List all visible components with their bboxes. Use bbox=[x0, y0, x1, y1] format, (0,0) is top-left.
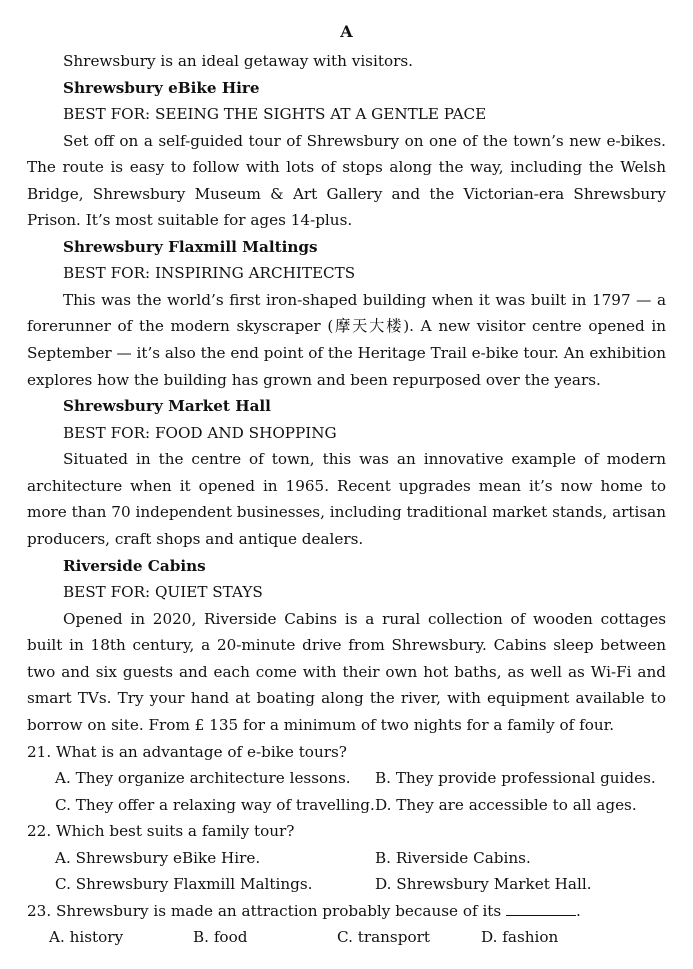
section-heading: Shrewsbury Flaxmill Maltings bbox=[63, 237, 318, 256]
section-heading: Shrewsbury Market Hall bbox=[63, 397, 271, 416]
section-body: Opened in 2020, Riverside Cabins is a rural collection of wooden cottages built in 18th century, a 20-minute drive from Shrewsbury. Cabins sleep between two and six guests and each come with their own hot baths, as well as Wi-Fi and smart TVs. Try your hand at boating along the river, with equipment available to borrow on site. From £ 135 for a minimum of two nights for a family of four. bbox=[27, 609, 666, 734]
option-a: A. They organize architecture lessons. bbox=[55, 769, 351, 788]
option-b: B. They provide professional guides. bbox=[375, 769, 656, 788]
section-heading: Shrewsbury eBike Hire bbox=[63, 78, 260, 97]
section-heading: Riverside Cabins bbox=[63, 556, 206, 575]
option-row bbox=[27, 871, 666, 898]
option-d: D. They are accessible to all ages. bbox=[375, 795, 637, 814]
option-c: C. Shrewsbury Flaxmill Maltings. bbox=[55, 875, 313, 894]
answer-blank bbox=[506, 901, 576, 916]
section-best-for: BEST FOR: INSPIRING ARCHITECTS bbox=[63, 264, 356, 283]
option-d: D. fashion bbox=[481, 928, 559, 947]
question-stem: 22. Which best suits a family tour? bbox=[27, 822, 295, 841]
question-stem-end: . bbox=[576, 901, 581, 920]
section-best-for: BEST FOR: QUIET STAYS bbox=[63, 583, 263, 602]
section-body: Situated in the centre of town, this was an innovative example of modern architecture when it opened in 1965. Recent upgrades mean it’s now home to more than 70 independent businesses, including traditional market stands, artisan producers, craft shops and antique dealers. bbox=[27, 450, 666, 549]
section-body: This was the world’s first iron-shaped building when it was built in 1797 — a forerunner of the modern skyscraper (摩天大楼). A new visitor centre opened in September — it’s also the end point of the Heritage Trail e-bike tour. An exhibition explores how the building has grown and been repurposed over the years. bbox=[27, 290, 666, 389]
option-b: B. Riverside Cabins. bbox=[375, 848, 531, 867]
option-d: D. Shrewsbury Market Hall. bbox=[375, 875, 592, 894]
option-a: A. Shrewsbury eBike Hire. bbox=[55, 848, 261, 867]
option-row bbox=[27, 845, 666, 872]
option-row bbox=[27, 924, 666, 951]
section-best-for: BEST FOR: FOOD AND SHOPPING bbox=[63, 423, 337, 442]
passage-label: A bbox=[340, 22, 353, 41]
option-c: C. transport bbox=[337, 928, 430, 947]
section-best-for: BEST FOR: SEEING THE SIGHTS AT A GENTLE PACE bbox=[63, 105, 487, 123]
question-stem bbox=[27, 898, 666, 925]
section-body: Set off on a self-guided tour of Shrewsbury on one of the town’s new e-bikes. The route is easy to follow with lots of stops along the way, including the Welsh Bridge, Shrewsbury Museum & Art Gallery and the Victorian-era Shrewsbury Prison. It’s most suitable for ages 14-plus. bbox=[27, 131, 666, 230]
option-row bbox=[27, 765, 666, 792]
option-c: C. They offer a relaxing way of travelling. bbox=[55, 795, 375, 814]
question-stem-start: 23. Shrewsbury is made an attraction probably because of its bbox=[27, 901, 502, 920]
option-a: A. history bbox=[49, 928, 124, 947]
intro-text: Shrewsbury is an ideal getaway with visitors. bbox=[63, 52, 413, 70]
option-b: B. food bbox=[193, 928, 248, 947]
question-stem: 21. What is an advantage of e-bike tours? bbox=[27, 742, 347, 761]
option-row bbox=[27, 792, 666, 819]
